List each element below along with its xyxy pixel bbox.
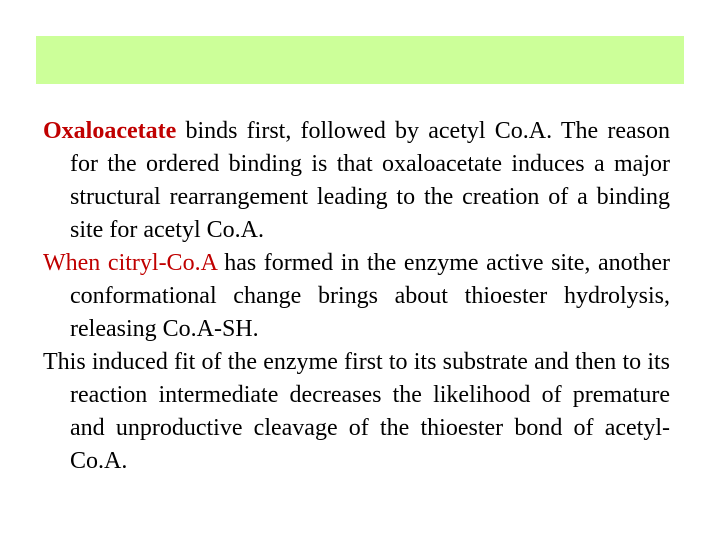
paragraph-induced-fit (43, 346, 670, 478)
title-bar (36, 36, 684, 84)
slide-body (43, 115, 670, 478)
highlight-oxaloacetate: Oxaloacetate (43, 118, 177, 144)
paragraph-3-text: This induced fit of the enzyme first to its substrate and then to its reaction intermediate decreases the likelihood of premature and unproductive cleavage of the thioester bond of acetyl-Co.A. (43, 349, 670, 474)
paragraph-citryl-coa (43, 247, 670, 346)
highlight-citryl-coa: When citryl-Co.A (43, 250, 217, 276)
paragraph-oxaloacetate (43, 115, 670, 247)
paragraph-1-text: binds first, followed by acetyl Co.A. The reason for the ordered binding is that oxaloacetate induces a major structural rearrangement leading to the creation of a binding site for acetyl Co.A. (70, 118, 670, 243)
paragraph-2-text: has formed in the enzyme active site, another conformational change brings about thioester hydrolysis, releasing Co.A-SH. (70, 250, 670, 342)
